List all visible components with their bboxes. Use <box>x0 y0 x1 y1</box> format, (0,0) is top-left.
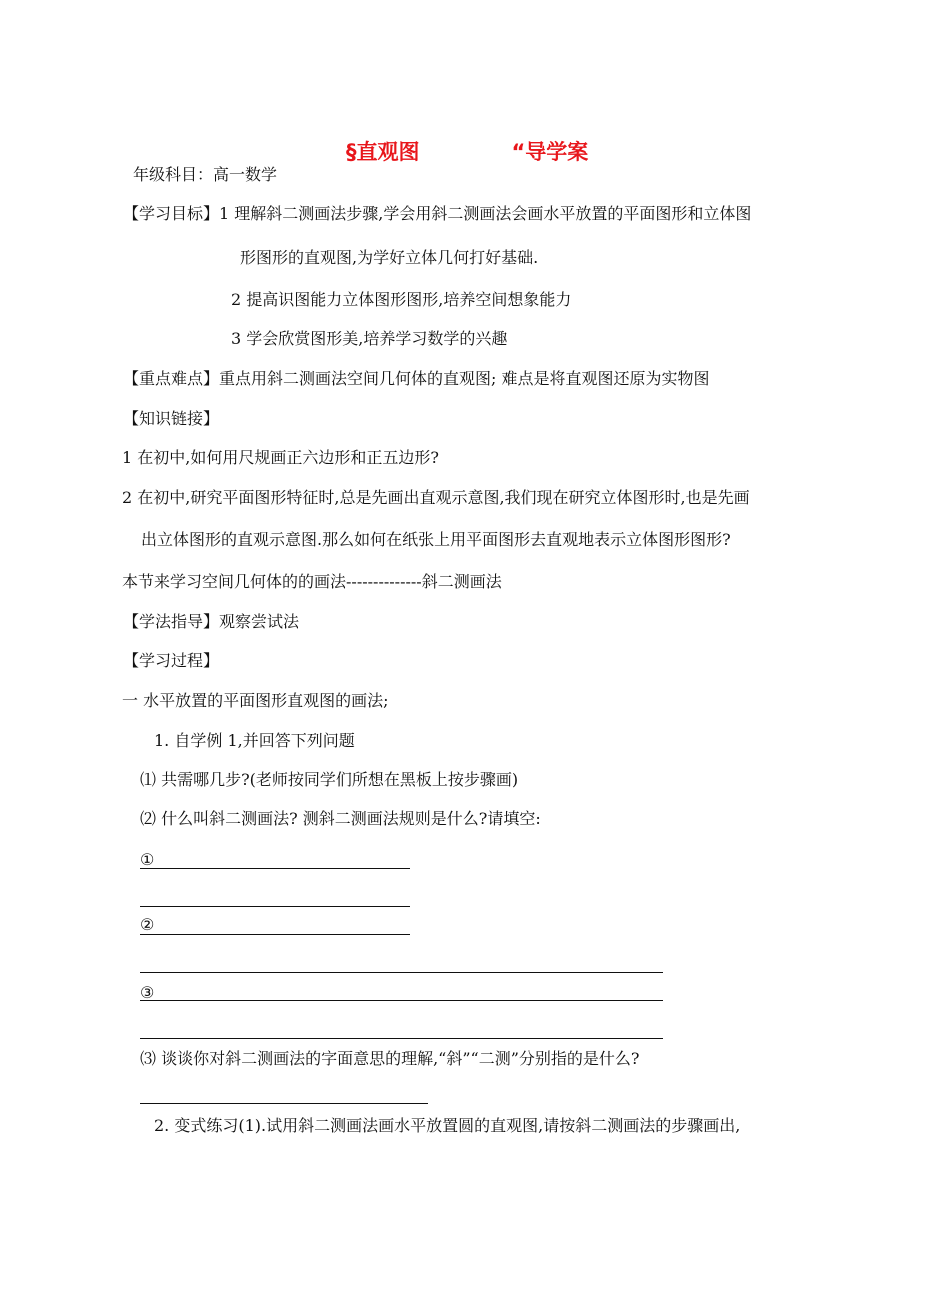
objectives-item-1: 1 理解斜二测画法步骤,学会用斜二测画法会画水平放置的平面图形和立体图 <box>219 204 752 223</box>
knowledge-question-1: 1 在初中,如何用尺规画正六边形和正五边形? <box>122 448 439 467</box>
title-part-1: §直观图 <box>346 140 420 164</box>
process-section-1: 一 水平放置的平面图形直观图的画法; <box>122 691 389 710</box>
objectives-item-1-continued: 形图形的直观图,为学好立体几何打好基础. <box>240 248 539 267</box>
process-question-3: ⑶ 谈谈你对斜二测画法的字面意思的理解,“斜”“二测”分别指的是什么? <box>140 1049 640 1068</box>
method-line <box>123 611 299 633</box>
process-question-1: ⑴ 共需哪几步?(老师按同学们所想在黑板上按步骤画) <box>140 770 519 789</box>
blank-label-2: ② <box>140 915 155 934</box>
answer-blank-3b[interactable] <box>140 1038 663 1039</box>
answer-blank-3a[interactable] <box>140 1000 663 1001</box>
grade-subject: 年级科目：高一数学 <box>133 165 278 184</box>
answer-blank-1a[interactable] <box>140 868 410 869</box>
method-label: 【学法指导】 <box>123 612 220 631</box>
process-step-2: 2. 变式练习(1).试用斜二测画法画水平放置圆的直观图,请按斜二测画法的步骤画出, <box>154 1116 741 1135</box>
objectives-item-2: 2 提高识图能力立体图形图形,培养空间想象能力 <box>231 290 572 309</box>
blank-label-1: ① <box>140 850 155 869</box>
knowledge-link-label: 【知识链接】 <box>123 409 220 428</box>
section-intro: 本节来学习空间几何体的的画法--------------斜二测画法 <box>122 572 502 591</box>
answer-blank-2b[interactable] <box>140 972 663 973</box>
answer-blank-1b[interactable] <box>140 906 410 907</box>
key-points-label: 【重点难点】 <box>123 369 220 388</box>
process-question-2: ⑵ 什么叫斜二测画法? 测斜二测画法规则是什么?请填空: <box>140 809 541 828</box>
objectives-item-3: 3 学会欣赏图形美,培养学习数学的兴趣 <box>231 329 508 348</box>
key-points-line <box>123 368 710 390</box>
key-points-text: 重点用斜二测画法空间几何体的直观图; 难点是将直观图还原为实物图 <box>219 369 710 388</box>
knowledge-question-2: 2 在初中,研究平面图形特征时,总是先画出直观示意图,我们现在研究立体图形时,也是先画 <box>122 488 750 507</box>
answer-blank-2a[interactable] <box>140 934 410 935</box>
answer-blank-q3[interactable] <box>140 1103 428 1104</box>
blank-label-3: ③ <box>140 983 155 1002</box>
method-text: 观察尝试法 <box>219 612 300 631</box>
page-title <box>346 136 588 166</box>
process-label: 【学习过程】 <box>123 651 220 670</box>
objectives-label: 【学习目标】 <box>123 204 220 223</box>
knowledge-question-2-continued: 出立体图形的直观示意图.那么如何在纸张上用平面图形去直观地表示立体图形图形? <box>141 530 731 549</box>
objectives-line-1 <box>123 203 751 225</box>
process-step-1: 1. 自学例 1,并回答下列问题 <box>154 731 355 750</box>
title-part-2: “导学案 <box>511 140 589 164</box>
